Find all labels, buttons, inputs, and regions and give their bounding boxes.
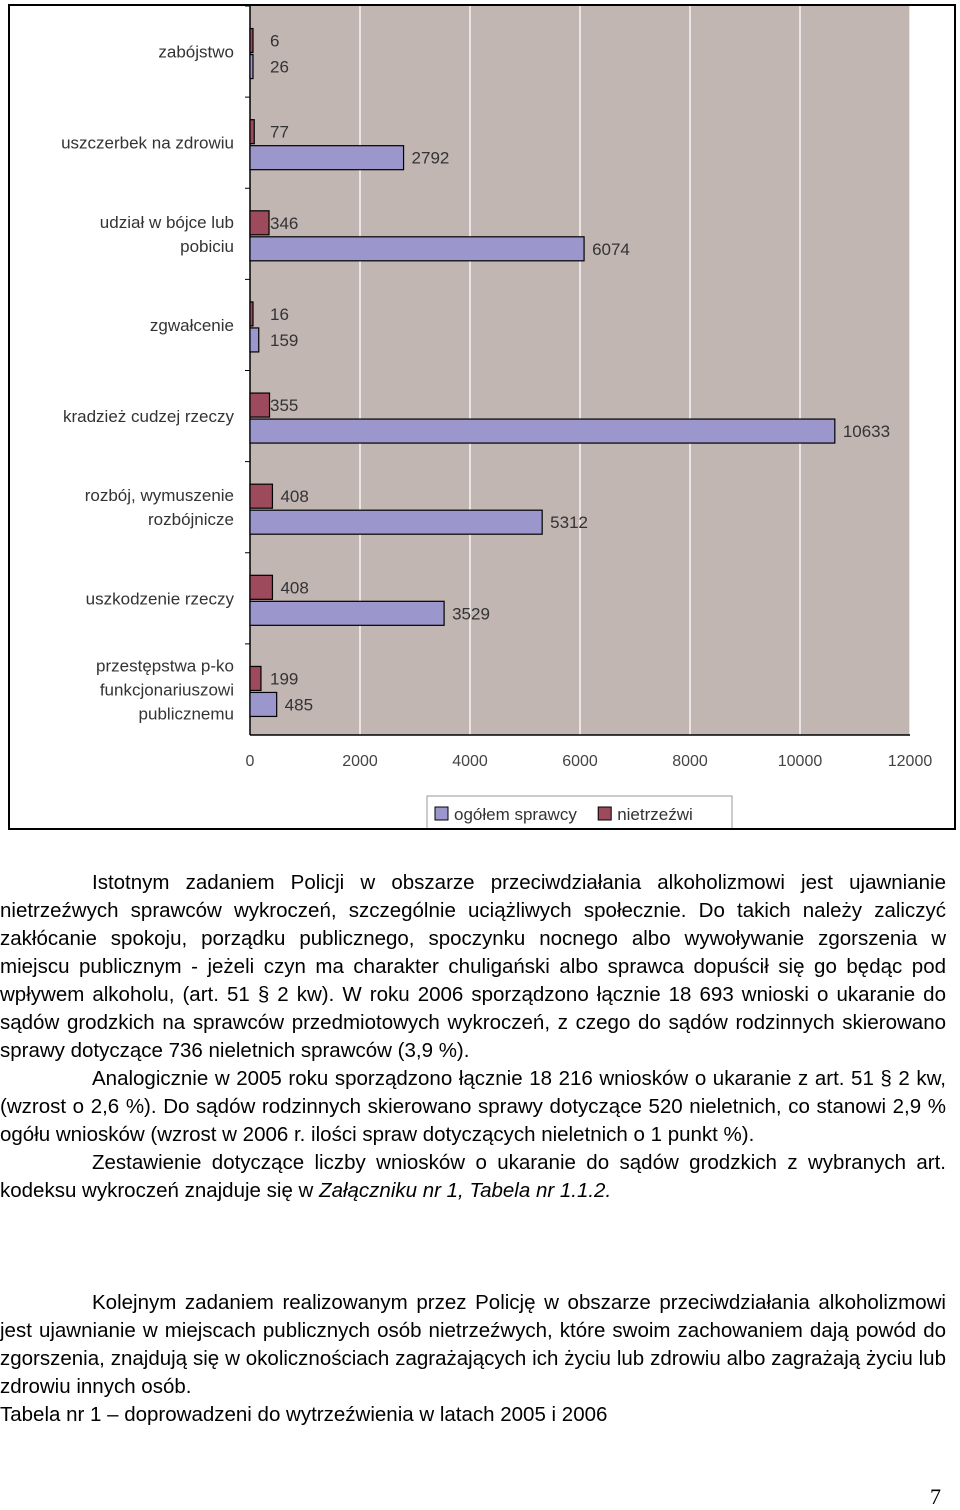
category-label: przestępstwa p-ko funkcjonariuszowi publicznemu xyxy=(96,656,234,724)
data-label: 199 xyxy=(270,669,299,689)
category-label: uszczerbek na zdrowiu xyxy=(61,133,234,153)
bar-nietrzezwi xyxy=(250,393,270,417)
data-label: 2792 xyxy=(411,148,450,168)
data-label: 6074 xyxy=(592,239,630,259)
data-label: 159 xyxy=(270,330,299,350)
paragraph-text: Istotnym zadaniem Policji w obszarze przeciwdziałania alkoholizmowi jest ujawnianie nietrzeźwych sprawców wykroczeń, szczególnie uciążliwych społecznie. Do takich należy zaliczyć zakłócanie spokoju, porządku publicznego, spoczynku nocnego albo wywoływanie zgorszenia w miejscu publicznym - jeżeli czyn ma charakter chuligański albo sprawca dopuścił się go będąc pod wpływem alkoholu, (art. 51 § 2 kw). W roku 2006 sporządzono łącznie 18 693 wnioski o ukaranie do sądów grodzkich na sprawców przedmiotowych wykroczeń, z czego do sądów rodzinnych skierowano sprawy dotyczące 736 nieletnich sprawców (3,9 %). xyxy=(0,871,946,1062)
bar-nietrzezwi xyxy=(250,575,272,599)
legend-swatch xyxy=(598,807,611,820)
x-tick-label: 12000 xyxy=(887,753,933,770)
category-label: zabójstwo xyxy=(158,42,234,62)
bar-nietrzezwi xyxy=(250,120,254,144)
bar-chart xyxy=(10,6,954,828)
category-label: udział w bójce lub pobiciu xyxy=(99,212,234,256)
bar-nietrzezwi xyxy=(250,29,253,53)
data-label: 485 xyxy=(284,695,314,715)
paragraphs2-paragraph xyxy=(0,1401,946,1429)
bar-ogolem xyxy=(250,328,259,352)
bar-ogolem xyxy=(250,55,253,79)
data-label: 10633 xyxy=(842,422,891,442)
category-label: zgwałcenie xyxy=(149,315,234,335)
body-text-block-1 xyxy=(0,869,946,1205)
bar-ogolem xyxy=(250,510,542,534)
chart-frame xyxy=(8,4,956,830)
data-label: 3529 xyxy=(452,604,490,624)
bar-nietrzezwi xyxy=(250,211,269,235)
paragraph-text: Zestawienie dotyczące liczby wniosków o ukaranie do sądów grodzkich z wybranych art. kodeksu wykroczeń znajduje się w xyxy=(0,1151,946,1202)
data-label: 346 xyxy=(270,213,299,233)
legend-label: nietrzeźwi xyxy=(617,805,693,824)
body-text-block-2 xyxy=(0,1289,946,1429)
data-label: 6 xyxy=(270,31,280,51)
x-tick-label: 2000 xyxy=(342,753,378,770)
paragraphs-paragraph xyxy=(0,1065,946,1149)
paragraph-text: Tabela nr 1 – doprowadzeni do wytrzeźwienia w latach 2005 i 2006 xyxy=(0,1403,608,1426)
category-label: kradzież cudzej rzeczy xyxy=(62,407,234,427)
page-number: 7 xyxy=(930,1484,941,1509)
category-label: rozbój, wymuszenie rozbójnicze xyxy=(84,486,234,530)
data-label: 5312 xyxy=(550,513,588,533)
x-tick-label: 6000 xyxy=(562,753,598,770)
data-label: 408 xyxy=(280,487,309,507)
paragraphs-paragraph xyxy=(0,1149,946,1205)
category-label: uszkodzenie rzeczy xyxy=(85,589,234,609)
paragraphs-paragraph xyxy=(0,869,946,1065)
data-label: 355 xyxy=(270,396,299,416)
reference-italic: Załączniku nr 1, Tabela nr 1.1.2. xyxy=(319,1179,612,1202)
paragraph-text: Kolejnym zadaniem realizowanym przez Policję w obszarze przeciwdziałania alkoholizmowi jest ujawnianie w miejscach publicznych osób nietrzeźwych, które swoim zachowaniem dają powód do zgorszenia, znajdują się w okolicznościach zagrażających ich życiu lub zdrowiu albo zagrażają życiu lub zdrowiu innych osób. xyxy=(0,1291,946,1398)
data-label: 26 xyxy=(270,57,289,77)
x-tick-label: 10000 xyxy=(777,753,823,770)
data-label: 16 xyxy=(270,304,289,324)
paragraph-text: Analogicznie w 2005 roku sporządzono łącznie 18 216 wniosków o ukaranie z art. 51 § 2 kw, (wzrost o 2,6 %). Do sądów rodzinnych skierowano sprawy dotyczące 520 nieletnich, co stanowi 2,9 % ogółu wniosków (wzrost w 2006 r. ilości spraw dotyczących nieletnich o 1 punkt %). xyxy=(0,1067,946,1146)
bar-ogolem xyxy=(250,692,277,716)
bar-nietrzezwi xyxy=(250,666,261,690)
bar-ogolem xyxy=(250,237,584,261)
bar-nietrzezwi xyxy=(250,302,253,326)
bar-ogolem xyxy=(250,601,444,625)
legend-label: ogółem sprawcy xyxy=(454,805,577,824)
x-tick-label: 8000 xyxy=(672,753,708,770)
x-tick-label: 0 xyxy=(245,753,255,770)
x-tick-label: 4000 xyxy=(452,753,488,770)
bar-ogolem xyxy=(250,146,404,170)
paragraphs2-paragraph xyxy=(0,1289,946,1401)
bar-nietrzezwi xyxy=(250,484,272,508)
data-label: 408 xyxy=(280,578,309,598)
data-label: 77 xyxy=(270,122,289,142)
bar-ogolem xyxy=(250,419,835,443)
legend-swatch xyxy=(435,807,448,820)
